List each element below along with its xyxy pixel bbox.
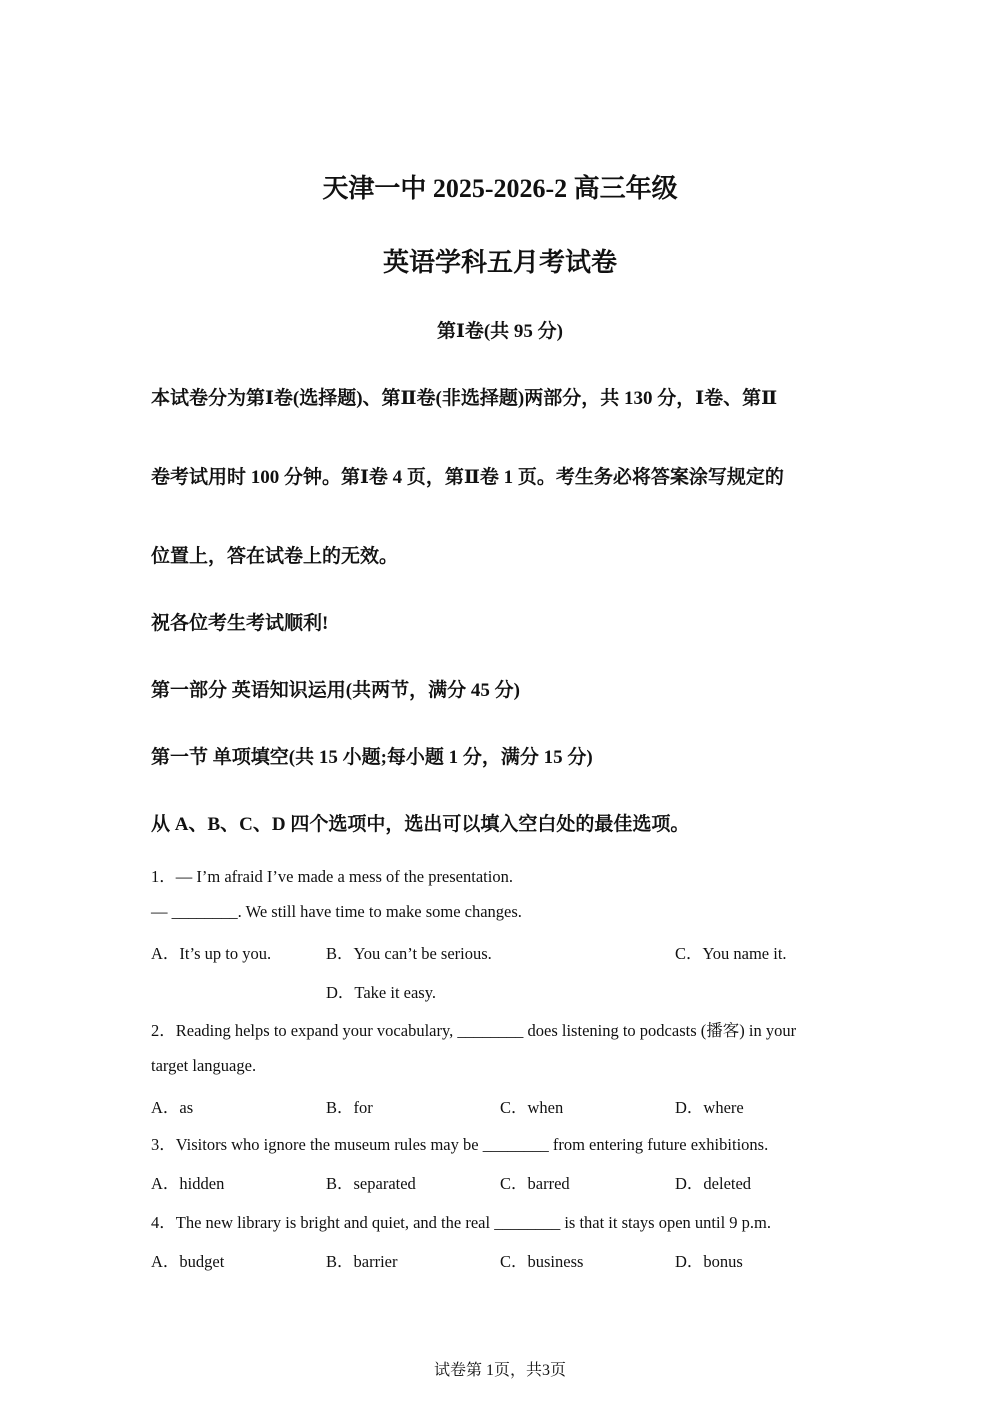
question-1-option-d: D．Take it easy.: [326, 983, 437, 1002]
page-footer: 试卷第 1页，共3页: [433, 1362, 566, 1379]
question-3-option-a: A．hidden: [151, 1174, 225, 1193]
question-1-reply: — ________. We still have time to make some changes.: [151, 902, 522, 921]
question-4-option-c: C．business: [500, 1252, 584, 1271]
question-3-stem: 3．Visitors who ignore the museum rules may be ________ from entering future exhibitions.: [151, 1135, 769, 1154]
instructions-line-1: 本试卷分为第Ⅰ卷(选择题)、第Ⅱ卷(非选择题)两部分，共 130 分，Ⅰ卷、第Ⅱ: [151, 388, 778, 409]
section-heading: 第一节 单项填空(共 15 小题;每小题 1 分，满分 15 分): [151, 747, 593, 768]
question-1-stem: 1．— I’m afraid I’ve made a mess of the presentation.: [151, 867, 513, 886]
question-2-option-b: B．for: [326, 1098, 373, 1117]
question-4-stem: 4．The new library is bright and quiet, and the real ________ is that it stays open until 9 p.m.: [151, 1213, 772, 1232]
question-4-option-a: A．budget: [151, 1252, 225, 1271]
question-2-stem-cont: target language.: [151, 1056, 257, 1075]
question-3-option-c: C．barred: [500, 1174, 570, 1193]
part-heading: 第一部分 英语知识运用(共两节，满分 45 分): [151, 680, 520, 701]
instructions-line-3: 位置上，答在试卷上的无效。: [151, 546, 399, 567]
question-4-option-d: D．bonus: [675, 1252, 743, 1271]
question-3-option-d: D．deleted: [675, 1174, 752, 1193]
question-4-option-b: B．barrier: [326, 1252, 398, 1271]
question-2-option-c: C．when: [500, 1098, 564, 1117]
good-luck-text: 祝各位考生考试顺利!: [151, 613, 329, 634]
exam-subject-title: 英语学科五月考试卷: [382, 248, 617, 277]
question-1-option-a: A．It’s up to you.: [151, 944, 272, 963]
question-2-option-d: D．where: [675, 1098, 744, 1117]
question-1-option-c: C．You name it.: [675, 944, 787, 963]
question-3-option-b: B．separated: [326, 1174, 416, 1193]
question-2-option-a: A．as: [151, 1098, 194, 1117]
section-direction: 从 A、B、C、D 四个选项中，选出可以填入空白处的最佳选项。: [151, 814, 690, 835]
volume-title: 第Ⅰ卷(共 95 分): [436, 321, 564, 342]
exam-title: 天津一中 2025-2026-2 高三年级: [322, 174, 678, 203]
question-1-option-b: B．You can’t be serious.: [326, 944, 492, 963]
instructions-line-2: 卷考试用时 100 分钟。第Ⅰ卷 4 页，第Ⅱ卷 1 页。考生务必将答案涂写规定的: [151, 467, 784, 488]
question-2-stem: 2．Reading helps to expand your vocabulary, ________ does listening to podcasts (播客) in your: [151, 1021, 797, 1040]
